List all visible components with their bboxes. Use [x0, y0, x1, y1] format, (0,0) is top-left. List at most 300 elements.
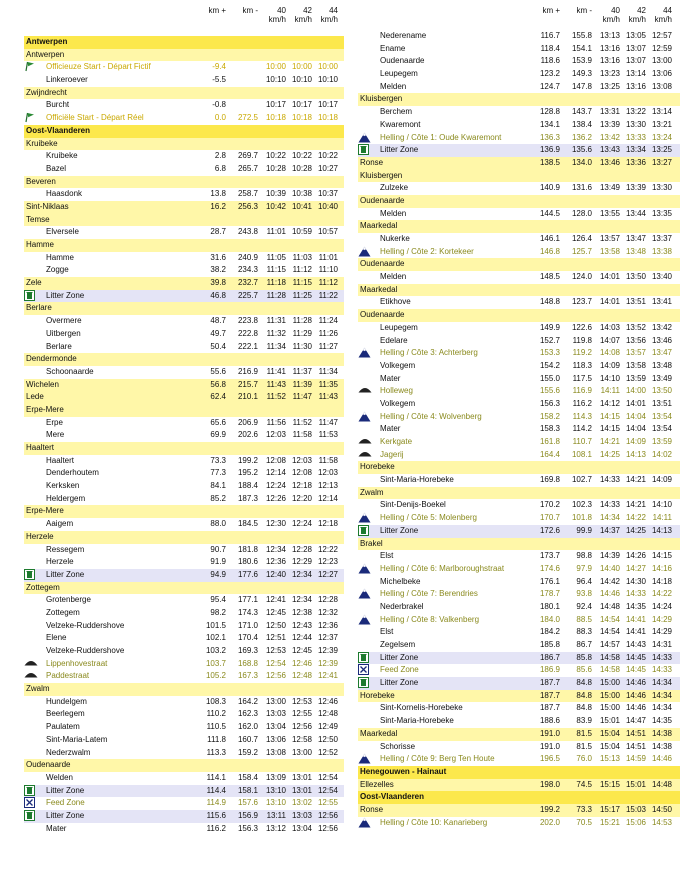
location-name: Oost-Vlaanderen — [360, 792, 425, 802]
km-plus-cell: 191.0 — [539, 728, 560, 738]
km-minus-cell: 102.3 — [571, 500, 592, 510]
location-name: Grotenberge — [46, 595, 91, 605]
km-plus-cell: 185.8 — [539, 640, 560, 649]
location-name: Helling / Côte 2: Kortekeer — [380, 246, 474, 256]
time-42-cell: 10:41 — [291, 201, 312, 211]
location-name: Heldergem — [46, 493, 86, 503]
km-minus-cell: 88.5 — [576, 614, 592, 624]
km-minus-cell: 156.9 — [237, 810, 258, 820]
km-minus-cell: 162.0 — [237, 722, 258, 732]
schedule-row — [24, 670, 344, 683]
km-minus-cell: 199.2 — [237, 455, 258, 465]
municipality-row — [358, 804, 680, 817]
km-minus-cell: 222.8 — [237, 328, 258, 338]
time-40-cell: 15:04 — [599, 728, 620, 738]
km-plus-cell: 116.7 — [540, 31, 560, 40]
location-name: Temse — [26, 214, 50, 224]
location-name: Mater — [380, 424, 401, 434]
location-name: Helling / Côte 8: Valkenberg — [380, 614, 480, 624]
km-minus-cell: 216.9 — [237, 366, 258, 376]
km-plus-cell: 114.4 — [206, 785, 226, 795]
time-44-cell: 14:34 — [651, 703, 672, 713]
schedule-row — [358, 639, 680, 652]
time-40-cell: 13:00 — [265, 696, 286, 706]
km-minus-cell: 188.4 — [237, 481, 258, 491]
location-name: Helling / Côte 10: Kanarieberg — [380, 817, 488, 827]
km-minus-cell: 92.4 — [576, 601, 592, 611]
time-40-cell: 12:41 — [265, 595, 286, 605]
time-40-cell: 14:39 — [599, 551, 620, 561]
litter-zone-row — [358, 525, 680, 538]
km-minus-cell: 126.4 — [571, 234, 592, 243]
time-42-cell: 10:38 — [291, 189, 312, 199]
time-42-cell: 14:04 — [625, 424, 646, 434]
time-40-cell: 14:15 — [599, 424, 620, 434]
time-42-cell: 14:30 — [625, 576, 646, 586]
km-plus-cell: 103.7 — [205, 658, 226, 668]
location-name: Oudenaarde — [360, 195, 405, 205]
location-name: Kwaremont — [380, 119, 421, 129]
schedule-row — [358, 246, 680, 259]
feed-zone-icon — [24, 797, 38, 810]
km-minus-cell: 177.6 — [237, 569, 258, 579]
km-plus-cell: 55.6 — [210, 366, 226, 376]
climb-mountain-icon — [358, 411, 372, 424]
time-40-cell: 14:54 — [599, 627, 620, 637]
schedule-row — [358, 423, 680, 436]
km-plus-cell: 50.4 — [210, 341, 226, 351]
schedule-row — [24, 823, 344, 836]
time-42-cell: 12:28 — [291, 544, 312, 554]
schedule-row — [358, 43, 680, 56]
time-42-cell: 15:01 — [625, 779, 646, 789]
km-plus-cell: 144.5 — [539, 208, 560, 218]
time-42-cell: 11:39 — [292, 379, 312, 389]
time-42-cell: 13:02 — [291, 798, 312, 808]
location-name: Maarkedal — [360, 728, 398, 738]
location-name: Welden — [46, 772, 73, 782]
litter-zone-row — [358, 677, 680, 690]
schedule-row — [24, 99, 344, 112]
km-plus-cell: 0.0 — [214, 113, 226, 123]
km-plus-cell: 154.2 — [539, 360, 560, 370]
time-40-cell: 11:32 — [266, 328, 286, 338]
time-40-cell: 13:43 — [599, 145, 620, 155]
location-name: Herzele — [26, 531, 54, 541]
cobble-sector-icon — [358, 385, 372, 398]
location-name: Sint-Kornelis-Horebeke — [380, 703, 463, 713]
schedule-row — [358, 373, 680, 386]
time-42-cell: 13:33 — [625, 132, 646, 142]
time-44-cell: 13:30 — [651, 183, 672, 193]
time-42-cell: 13:16 — [625, 81, 646, 91]
km-plus-cell: 148.8 — [539, 297, 560, 307]
header-km-plus: km + — [208, 6, 226, 15]
time-40-cell: 14:33 — [599, 475, 620, 485]
schedule-row — [358, 271, 680, 284]
climb-mountain-icon — [358, 817, 372, 830]
litter-zone-row — [24, 785, 344, 798]
time-44-cell: 14:10 — [651, 500, 672, 510]
time-40-cell: 13:04 — [265, 722, 286, 732]
km-plus-cell: 173.7 — [539, 551, 560, 561]
region-header — [24, 125, 344, 138]
time-44-cell: 14:48 — [651, 779, 672, 789]
km-minus-cell: 210.1 — [237, 392, 258, 402]
location-name: Haasdonk — [46, 189, 83, 199]
time-40-cell: 15:01 — [599, 716, 620, 726]
time-44-cell: 13:38 — [651, 246, 672, 256]
location-name: Brakel — [360, 538, 383, 548]
schedule-row — [24, 455, 344, 468]
time-42-cell: 13:14 — [625, 69, 646, 79]
time-44-cell: 14:11 — [652, 513, 672, 523]
km-minus-cell: 83.9 — [576, 716, 592, 726]
municipality-row — [24, 391, 344, 404]
schedule-row — [24, 366, 344, 379]
schedule-row — [24, 658, 344, 671]
km-plus-cell: 6.8 — [214, 163, 226, 173]
time-44-cell: 11:35 — [318, 379, 338, 389]
km-plus-cell: 62.4 — [210, 392, 226, 402]
location-name: Paddestraat — [46, 671, 90, 681]
km-minus-cell: 169.3 — [237, 646, 258, 655]
time-44-cell: 12:46 — [317, 696, 338, 706]
location-name: Nederename — [380, 31, 427, 40]
km-minus-cell: 147.8 — [571, 81, 592, 91]
km-minus-cell: 159.2 — [237, 747, 258, 757]
location-name: Kluisbergen — [360, 170, 403, 180]
km-plus-cell: 196.5 — [539, 754, 560, 764]
municipality-row — [24, 201, 344, 214]
time-42-cell: 13:07 — [625, 43, 646, 53]
km-minus-cell: 184.5 — [237, 519, 258, 529]
location-name: Leupegem — [380, 69, 418, 79]
time-40-cell: 14:34 — [599, 513, 620, 523]
litter-bin-icon — [24, 785, 38, 798]
location-name: Kerkgate — [380, 437, 413, 446]
schedule-row — [24, 645, 344, 658]
km-minus-cell: 168.8 — [237, 658, 258, 668]
header-km-minus: km - — [242, 6, 258, 15]
km-plus-cell: 115.6 — [206, 810, 226, 820]
km-minus-cell: 119.2 — [572, 348, 592, 358]
time-44-cell: 13:25 — [651, 145, 672, 155]
schedule-row — [24, 734, 344, 747]
schedule-row — [358, 385, 680, 398]
km-plus-cell: 90.7 — [210, 544, 226, 554]
km-plus-cell: 156.3 — [539, 398, 560, 408]
time-44-cell: 11:47 — [318, 417, 338, 427]
location-name: Ronse — [360, 157, 384, 167]
time-42-cell: 13:01 — [291, 772, 312, 782]
schedule-row — [358, 449, 680, 462]
left-schedule-rows — [24, 30, 344, 835]
location-name: Berlare — [26, 303, 52, 313]
schedule-row — [24, 544, 344, 557]
schedule-row — [24, 252, 344, 265]
time-44-cell: 14:46 — [651, 754, 672, 764]
time-42-cell: 14:25 — [625, 525, 646, 535]
time-42-cell: 14:46 — [625, 703, 646, 713]
litter-bin-icon — [24, 290, 38, 303]
climb-mountain-icon — [358, 588, 372, 601]
municipality-row — [24, 138, 344, 151]
location-name: Ename — [380, 43, 406, 53]
location-name: Helling / Côte 5: Molenberg — [380, 513, 477, 523]
header-speed-44: 44 km/h — [654, 6, 672, 24]
time-44-cell: 13:24 — [651, 132, 672, 142]
km-minus-cell: 85.8 — [576, 652, 592, 662]
time-42-cell: 14:21 — [625, 500, 646, 510]
time-44-cell: 12:14 — [317, 493, 338, 503]
location-name: Overmere — [46, 316, 82, 326]
time-44-cell: 12:48 — [317, 709, 338, 719]
time-44-cell: 12:13 — [317, 481, 338, 491]
time-40-cell: 11:43 — [266, 379, 286, 389]
time-42-cell: 12:34 — [291, 569, 312, 579]
time-44-cell: 10:27 — [317, 163, 338, 173]
schedule-row — [358, 411, 680, 424]
litter-bin-icon — [358, 652, 372, 665]
time-40-cell: 14:42 — [599, 576, 620, 586]
litter-zone-row — [24, 810, 344, 823]
time-40-cell: 13:09 — [265, 772, 286, 782]
time-40-cell: 11:56 — [266, 417, 286, 427]
location-name: Helling / Côte 1: Oude Kwaremont — [380, 132, 502, 142]
time-40-cell: 14:37 — [599, 525, 620, 535]
location-name: Officiële Start - Départ Réel — [46, 113, 144, 123]
km-plus-cell: 178.7 — [539, 589, 560, 599]
climb-mountain-icon — [358, 347, 372, 360]
km-minus-cell: 81.5 — [576, 728, 592, 738]
km-minus-cell: 119.8 — [572, 335, 592, 345]
time-44-cell: 10:18 — [317, 113, 338, 123]
time-40-cell: 14:46 — [599, 589, 620, 599]
time-42-cell: 14:43 — [625, 640, 646, 649]
time-44-cell: 12:23 — [317, 557, 338, 567]
municipality-row — [24, 87, 344, 100]
location-name: Sint-Maria-Latem — [46, 734, 108, 744]
time-42-cell: 11:25 — [292, 290, 312, 300]
time-44-cell: 14:22 — [651, 589, 672, 599]
schedule-row — [358, 182, 680, 195]
km-plus-cell: 155.0 — [539, 373, 560, 383]
region-header — [358, 766, 680, 779]
time-44-cell: 12:41 — [317, 671, 338, 681]
km-plus-cell: 184.0 — [539, 614, 560, 624]
km-minus-cell: 240.9 — [237, 252, 258, 262]
time-42-cell: 10:59 — [291, 227, 312, 237]
location-name: Antwerpen — [26, 37, 68, 46]
km-plus-cell: 155.6 — [539, 386, 560, 396]
time-40-cell: 10:22 — [265, 151, 286, 161]
time-40-cell: 12:03 — [265, 430, 286, 440]
time-42-cell: 11:30 — [292, 341, 312, 351]
time-42-cell: 10:17 — [291, 100, 312, 110]
km-plus-cell: 85.2 — [210, 493, 226, 503]
climb-mountain-icon — [358, 246, 372, 259]
time-42-cell: 14:27 — [625, 563, 646, 573]
time-40-cell: 12:26 — [265, 493, 286, 503]
municipality-row — [358, 195, 680, 208]
climb-mountain-icon — [358, 753, 372, 766]
time-40-cell: 13:16 — [599, 43, 620, 53]
time-42-cell: 11:52 — [292, 417, 312, 427]
time-44-cell: 14:34 — [651, 690, 672, 700]
km-plus-cell: 149.9 — [539, 322, 560, 332]
km-plus-cell: 102.1 — [205, 633, 226, 643]
time-44-cell: 14:33 — [651, 652, 672, 662]
km-plus-cell: 169.8 — [539, 475, 560, 485]
time-42-cell: 12:58 — [291, 734, 312, 744]
climb-mountain-icon — [358, 563, 372, 576]
time-42-cell: 13:00 — [291, 747, 312, 757]
time-40-cell: 13:46 — [599, 157, 620, 167]
time-40-cell: 15:17 — [599, 804, 620, 814]
location-name: Zulzeke — [380, 183, 409, 193]
location-name: Litter Zone — [380, 525, 419, 535]
time-44-cell: 11:24 — [318, 316, 338, 326]
time-42-cell: 13:57 — [625, 348, 646, 358]
municipality-row — [24, 302, 344, 315]
time-42-cell: 14:51 — [625, 728, 646, 738]
time-42-cell: 14:51 — [625, 741, 646, 751]
time-44-cell: 14:13 — [651, 525, 672, 535]
location-name: Zele — [26, 278, 42, 288]
schedule-row — [358, 30, 680, 43]
time-44-cell: 13:40 — [651, 272, 672, 282]
km-minus-cell: 136.2 — [571, 132, 592, 142]
time-40-cell: 11:18 — [266, 278, 286, 288]
time-40-cell: 10:17 — [265, 100, 286, 110]
location-name: Sint-Maria-Horebeke — [380, 475, 454, 485]
km-minus-cell: 180.6 — [237, 557, 258, 567]
time-42-cell: 15:06 — [625, 817, 646, 827]
km-plus-cell: 164.4 — [539, 449, 560, 459]
km-minus-cell: 187.3 — [237, 493, 258, 503]
time-42-cell: 14:26 — [625, 551, 646, 561]
time-40-cell: 13:39 — [599, 119, 620, 129]
time-40-cell: 15:21 — [599, 817, 620, 827]
km-plus-cell: 152.7 — [539, 335, 560, 345]
location-name: Dendermonde — [26, 354, 77, 364]
time-40-cell: 15:00 — [599, 703, 620, 713]
schedule-row — [358, 550, 680, 563]
time-40-cell: 14:11 — [600, 386, 620, 396]
time-44-cell: 12:54 — [317, 772, 338, 782]
time-44-cell: 13:41 — [651, 297, 672, 307]
time-44-cell: 12:55 — [317, 798, 338, 808]
time-42-cell: 14:22 — [625, 513, 646, 523]
time-44-cell: 13:51 — [651, 398, 672, 408]
km-plus-cell: 38.2 — [210, 265, 226, 275]
time-42-cell: 10:28 — [291, 163, 312, 173]
km-minus-cell: 114.2 — [572, 424, 592, 434]
km-plus-cell: 48.7 — [210, 316, 226, 326]
municipality-row — [24, 582, 344, 595]
time-44-cell: 12:32 — [317, 607, 338, 617]
location-name: Hamme — [46, 252, 75, 262]
location-name: Nukerke — [380, 234, 410, 243]
time-40-cell: 12:51 — [265, 633, 286, 643]
km-minus-cell: 117.5 — [572, 373, 592, 383]
km-plus-cell: 16.2 — [210, 201, 226, 211]
time-40-cell: 14:58 — [599, 652, 620, 662]
time-40-cell: 13:42 — [599, 132, 620, 142]
time-44-cell: 14:50 — [651, 804, 672, 814]
municipality-row — [24, 239, 344, 252]
time-40-cell: 11:15 — [266, 265, 286, 275]
schedule-row — [358, 322, 680, 335]
km-plus-cell: 118.4 — [540, 43, 560, 53]
location-name: Bazel — [46, 163, 67, 173]
time-44-cell: 12:52 — [317, 747, 338, 757]
time-42-cell: 12:34 — [291, 595, 312, 605]
time-44-cell: 12:56 — [317, 823, 338, 833]
time-40-cell: 15:00 — [599, 678, 620, 688]
km-plus-cell: 186.9 — [539, 665, 560, 675]
km-plus-cell: 46.8 — [210, 290, 226, 300]
km-plus-cell: 170.2 — [539, 500, 560, 510]
km-plus-cell: 187.7 — [539, 690, 560, 700]
km-plus-cell: 128.8 — [539, 107, 560, 117]
location-name: Oudenaarde — [360, 310, 405, 320]
time-44-cell: 10:22 — [317, 151, 338, 161]
km-minus-cell: 101.8 — [571, 513, 592, 523]
location-name: Zegelsem — [380, 640, 416, 649]
time-40-cell: 12:45 — [265, 607, 286, 617]
time-44-cell: 14:38 — [651, 741, 672, 751]
start-flag-icon — [24, 112, 38, 125]
schedule-row — [24, 429, 344, 442]
time-40-cell: 11:28 — [266, 290, 286, 300]
schedule-row — [358, 119, 680, 132]
time-42-cell: 12:44 — [291, 633, 312, 643]
time-44-cell: 11:12 — [318, 278, 338, 288]
km-minus-cell: 155.8 — [571, 31, 592, 40]
schedule-row — [358, 347, 680, 360]
km-plus-cell: 114.1 — [206, 772, 226, 782]
location-name: Uitbergen — [46, 328, 81, 338]
location-name: Holleweg — [380, 386, 413, 396]
location-name: Wichelen — [26, 379, 59, 389]
time-42-cell: 11:47 — [292, 392, 312, 402]
time-42-cell: 14:59 — [625, 754, 646, 764]
litter-zone-row — [358, 652, 680, 665]
municipality-row — [24, 404, 344, 417]
schedule-row — [24, 264, 344, 277]
location-name: Ellezelles — [360, 779, 394, 789]
location-name: Sint-Denijs-Boekel — [380, 500, 446, 510]
time-40-cell: 12:30 — [265, 519, 286, 529]
schedule-row — [358, 296, 680, 309]
time-40-cell: 14:09 — [599, 360, 620, 370]
km-minus-cell: 170.4 — [237, 633, 258, 643]
time-44-cell: 12:59 — [651, 43, 672, 53]
schedule-row — [358, 614, 680, 627]
km-minus-cell: 84.8 — [576, 703, 592, 713]
location-name: Mater — [46, 823, 67, 833]
km-plus-cell: 191.0 — [539, 741, 560, 751]
km-plus-cell: 65.6 — [210, 417, 226, 427]
time-42-cell: 13:34 — [625, 145, 646, 155]
km-minus-cell: 84.8 — [576, 690, 592, 700]
municipality-row — [358, 690, 680, 703]
time-44-cell: 14:53 — [651, 817, 672, 827]
schedule-row — [358, 398, 680, 411]
time-42-cell: 14:09 — [625, 437, 646, 446]
